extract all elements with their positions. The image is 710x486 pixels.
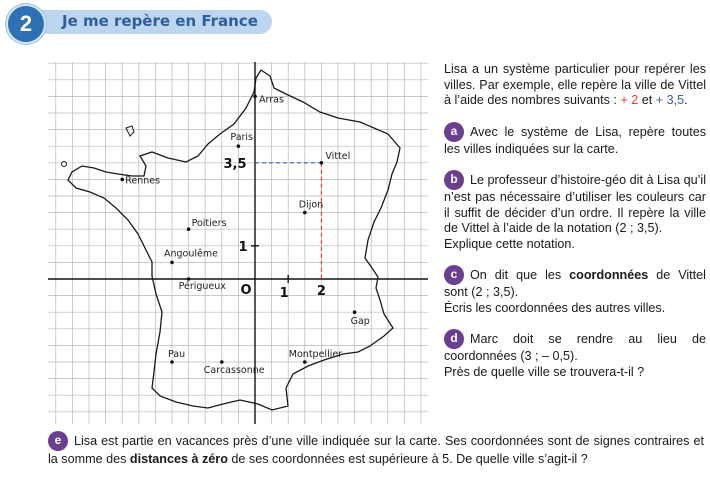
city-dot-pau <box>170 360 174 364</box>
city-dot-carcassonne <box>220 360 224 364</box>
intro-text: Lisa a un système particulier pour repérer les villes. Par exemple, elle repère la ville de Vittel à l’aide des nombres suivants : <box>444 62 706 107</box>
city-label-paris: Paris <box>230 132 254 144</box>
city-label-dijon: Dijon <box>298 199 324 211</box>
city-label-pau: Pau <box>168 349 186 360</box>
france-map <box>48 62 428 424</box>
city-dot-montpellier <box>303 360 307 364</box>
corsica-island <box>126 126 134 136</box>
exercise-number: 2 <box>6 4 46 44</box>
y-unit-label: 1 <box>238 239 248 255</box>
city-label-montpellier: Montpellier <box>288 349 343 360</box>
intro-blue-value: + 3,5 <box>655 93 685 107</box>
question-a <box>444 122 706 158</box>
question-c-text-after: de Vittel sont (2 ; 3,5). <box>444 268 706 299</box>
city-dot-angouleme <box>170 261 174 265</box>
city-dot-arras <box>253 95 257 99</box>
question-a-text: Avec le système de Lisa, repère toutes les villes indiquées sur la carte. <box>444 124 706 156</box>
city-label-rennes: Rennes <box>125 175 161 187</box>
badge-c: c <box>444 265 464 285</box>
intro-end: . <box>684 93 688 107</box>
city-dot-gap <box>353 310 357 314</box>
vittel-y-label: 3,5 <box>223 156 247 172</box>
exercise-header <box>0 0 290 44</box>
france-map-svg <box>48 62 428 424</box>
city-label-perigueux: Périgueux <box>178 281 226 292</box>
city-dot-dijon <box>303 211 307 215</box>
origin-label: O <box>240 283 252 298</box>
question-e-text-after: de ses coordonnées est supérieure à 5. De quelle ville s’agit-il ? <box>227 452 588 466</box>
city-label-carcassonne: Carcassonne <box>203 365 265 376</box>
city-dot-poitiers <box>187 227 191 231</box>
intro-red-value: + 2 <box>620 93 639 107</box>
question-e-bold: distances à zéro <box>129 452 228 466</box>
question-c-text2: Écris les coordonnées des autres villes. <box>444 300 666 315</box>
badge-e: e <box>48 431 68 451</box>
question-c-text-before: On dit que les <box>470 268 570 282</box>
small-island <box>62 162 67 167</box>
question-c-bold: coordonnées <box>569 268 649 282</box>
question-d-text: Marc doit se rendre au lieu de coordonnées (3 ; – 0,5). <box>444 332 706 363</box>
vittel-x-label: 2 <box>316 284 326 299</box>
question-b <box>444 170 706 252</box>
question-e-text-before: Lisa est partie en vacances près d’une ville indiquée sur la carte. Ses coordonnées sont de signes contraires et la somme des <box>48 434 704 466</box>
question-e <box>48 431 704 468</box>
exercise-title: Je me repère en France <box>62 12 258 30</box>
question-b-text2: Explique cette notation. <box>444 236 575 251</box>
france-outline <box>68 70 400 410</box>
x-unit-label: 1 <box>279 286 289 301</box>
badge-b: b <box>444 170 464 190</box>
city-dot-vittel <box>320 161 324 165</box>
city-dot-rennes <box>120 178 124 182</box>
city-label-poitiers: Poitiers <box>191 218 227 230</box>
city-label-arras: Arras <box>259 94 284 106</box>
question-d <box>444 329 706 380</box>
instructions-column <box>444 62 706 393</box>
intro-connector: et <box>638 93 656 107</box>
city-markers <box>120 94 369 376</box>
question-b-text: Le professeur d’histoire-géo dit à Lisa qu’il n’est pas nécessaire d’utiliser les couleurs car il suffit de décider d’un ordre. Il repère la ville de Vittel à l’aide de la notation (2 ; 3,5). <box>444 173 706 235</box>
question-c <box>444 265 706 316</box>
intro-paragraph <box>444 62 706 109</box>
city-label-vittel: Vittel <box>325 150 351 162</box>
city-label-gap: Gap <box>350 316 370 328</box>
city-dot-paris <box>237 144 241 148</box>
badge-d: d <box>444 329 464 349</box>
city-label-angouleme: Angoulême <box>164 248 218 260</box>
badge-a: a <box>444 122 464 142</box>
question-d-text2: Près de quelle ville se trouvera-t-il ? <box>444 364 645 379</box>
